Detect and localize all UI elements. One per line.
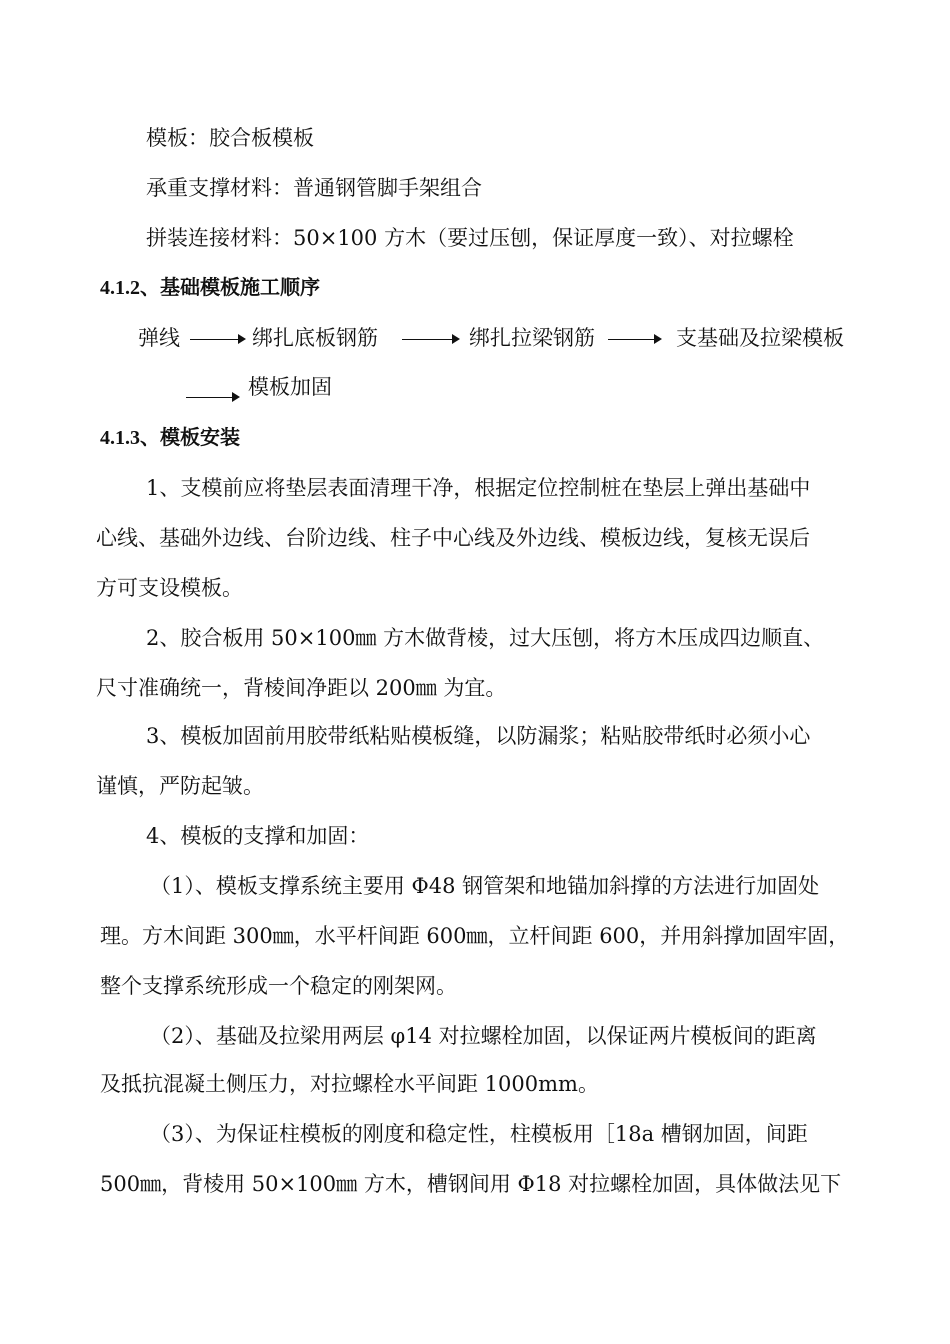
paragraph-line: 2、胶合板用 50×100㎜ 方木做背棱，过大压刨，将方木压成四边顺直、 xyxy=(146,626,825,650)
paragraph-line: 尺寸准确统一，背棱间净距以 200㎜ 为宜。 xyxy=(96,676,507,700)
paragraph-line: 整个支撑系统形成一个稳定的刚架网。 xyxy=(100,974,457,998)
heading-4-1-3: 4.1.3、模板安装 xyxy=(100,427,240,449)
paragraph-4: 4、模板的支撑和加固： xyxy=(146,824,370,848)
flow-arrow-icon xyxy=(608,339,660,340)
material-support: 承重支撑材料：普通钢管脚手架组合 xyxy=(146,176,482,200)
paragraph-line: （2）、基础及拉梁用两层 φ14 对拉螺栓加固，以保证两片模板间的距离 xyxy=(150,1024,817,1048)
flow-arrow-icon xyxy=(186,397,238,398)
flow-arrow-icon xyxy=(402,339,458,340)
paragraph-line: 方可支设模板。 xyxy=(96,576,243,600)
paragraph-line: 1、支模前应将垫层表面清理干净，根据定位控制桩在垫层上弹出基础中 xyxy=(146,476,811,500)
flow-step-1: 弹线 xyxy=(138,326,180,350)
paragraph-line: 理。方木间距 300㎜，水平杆间距 600㎜，立杆间距 600，并用斜撑加固牢固， xyxy=(100,924,850,948)
heading-4-1-2: 4.1.2、基础模板施工顺序 xyxy=(100,277,320,299)
flow-step-3: 绑扎拉梁钢筋 xyxy=(469,326,595,350)
paragraph-line: 心线、基础外边线、台阶边线、柱子中心线及外边线、模板边线，复核无误后 xyxy=(96,526,810,550)
paragraph-line: 及抵抗混凝土侧压力，对拉螺栓水平间距 1000mm。 xyxy=(100,1072,599,1096)
paragraph-line: （3）、为保证柱模板的刚度和稳定性，柱模板用［18a 槽钢加固，间距 xyxy=(150,1122,808,1146)
paragraph-line: 谨慎，严防起皱。 xyxy=(96,774,264,798)
material-connection: 拼装连接材料：50×100 方木（要过压刨，保证厚度一致）、对拉螺栓 xyxy=(146,226,794,250)
flow-step-5: 模板加固 xyxy=(248,375,332,399)
flow-step-4: 支基础及拉梁模板 xyxy=(676,326,844,350)
paragraph-line: 3、模板加固前用胶带纸粘贴模板缝，以防漏浆；粘贴胶带纸时必须小心 xyxy=(146,724,811,748)
paragraph-line: 500㎜，背棱用 50×100㎜ 方木，槽钢间用 Φ18 对拉螺栓加固，具体做法见下 xyxy=(100,1172,842,1196)
flow-step-2: 绑扎底板钢筋 xyxy=(252,326,378,350)
flow-arrow-icon xyxy=(190,339,244,340)
paragraph-line: （1）、模板支撑系统主要用 Φ48 钢管架和地锚加斜撑的方法进行加固处 xyxy=(150,874,820,898)
material-formwork: 模板：胶合板模板 xyxy=(146,126,314,150)
